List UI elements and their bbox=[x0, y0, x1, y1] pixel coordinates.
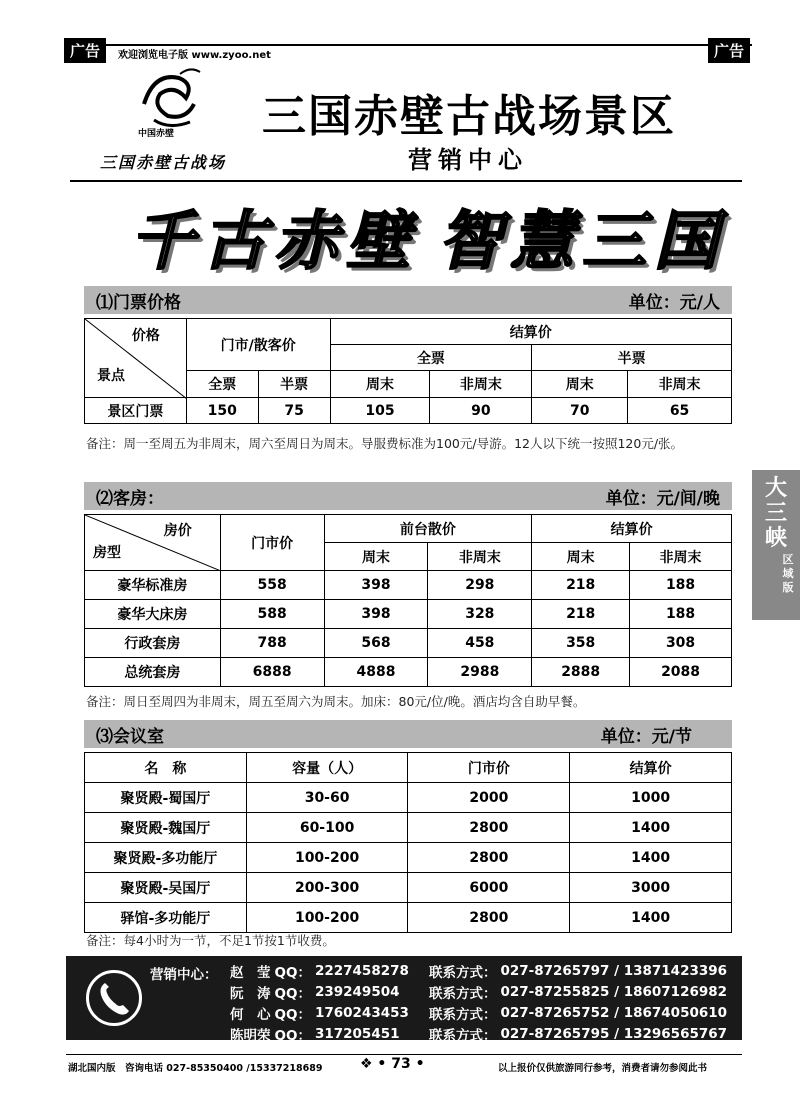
table-cell: 358 bbox=[532, 629, 630, 658]
rooms-diagonal-cell bbox=[85, 515, 221, 571]
table-cell: 398 bbox=[324, 571, 428, 600]
room-name: 总统套房 bbox=[85, 658, 221, 687]
ticket-sub-full: 全票 bbox=[186, 371, 258, 398]
ticket-note: 备注：周一至周五为非周末，周六至周日为周末。导服费标准为100元/导游。12人以下统一按照120元/张。 bbox=[86, 436, 684, 451]
ticket-weekday-1: 非周末 bbox=[430, 371, 532, 398]
meeting-door: 6000 bbox=[408, 873, 570, 903]
qq-number[interactable]: 1760243453 bbox=[314, 1004, 409, 1021]
table-row bbox=[85, 600, 732, 629]
page-title: 三国赤壁古战场景区 bbox=[262, 91, 676, 142]
meeting-capacity: 200-300 bbox=[246, 873, 408, 903]
meeting-name: 聚贤殿-蜀国厅 bbox=[85, 783, 247, 813]
table-row bbox=[85, 398, 732, 424]
table-row bbox=[85, 903, 732, 933]
table-row bbox=[85, 658, 732, 687]
table-cell: 105 bbox=[330, 398, 430, 424]
table-row bbox=[85, 843, 732, 873]
rooms-col-front: 前台散价 bbox=[324, 515, 532, 543]
rooms-diag-top: 房价 bbox=[163, 523, 192, 539]
meeting-name: 聚贤殿-魏国厅 bbox=[85, 813, 247, 843]
room-name: 豪华标准房 bbox=[85, 571, 221, 600]
ticket-diagonal-cell bbox=[85, 319, 187, 398]
slogan-left: 千古赤壁 bbox=[130, 204, 418, 279]
rooms-weekend-2: 周末 bbox=[532, 543, 630, 571]
contact-method-label: 联系方式： bbox=[428, 1027, 497, 1044]
contact-method-label: 联系方式： bbox=[428, 964, 497, 981]
table-cell: 150 bbox=[186, 398, 258, 424]
meeting-name: 聚贤殿-多功能厅 bbox=[85, 843, 247, 873]
meeting-name: 聚贤殿-吴国厅 bbox=[85, 873, 247, 903]
logo-script: 三国赤壁古战场 bbox=[100, 153, 227, 172]
rooms-table bbox=[84, 514, 732, 687]
meeting-door: 2800 bbox=[408, 903, 570, 933]
ticket-diag-top: 价格 bbox=[131, 328, 160, 344]
footer-rule bbox=[66, 1054, 742, 1055]
table-row bbox=[85, 783, 732, 813]
qq-number[interactable]: 2227458278 bbox=[314, 962, 409, 979]
title-rule bbox=[70, 180, 742, 182]
contact-row bbox=[228, 1023, 729, 1044]
meeting-capacity: 60-100 bbox=[246, 813, 408, 843]
meeting-header-settle: 结算价 bbox=[570, 753, 732, 783]
ticket-sub-half: 半票 bbox=[258, 371, 330, 398]
meeting-name: 驿馆-多功能厅 bbox=[85, 903, 247, 933]
rooms-weekday-1: 非周末 bbox=[428, 543, 532, 571]
rooms-weekend-1: 周末 bbox=[324, 543, 428, 571]
qq-number[interactable]: 239249504 bbox=[314, 983, 400, 1000]
page-subtitle: 营销中心 bbox=[408, 146, 528, 174]
table-cell: 328 bbox=[428, 600, 532, 629]
ticket-col-door: 门市/散客价 bbox=[186, 319, 330, 371]
table-cell: 90 bbox=[430, 398, 532, 424]
page-number: 73 bbox=[391, 1056, 411, 1072]
ticket-table bbox=[84, 318, 732, 424]
qq-label: QQ： bbox=[274, 964, 311, 981]
contact-name: 赵 莹 bbox=[230, 964, 271, 981]
table-cell: 75 bbox=[258, 398, 330, 424]
table-row bbox=[85, 571, 732, 600]
footer-right: 以上报价仅供旅游同行参考，消费者请勿参阅此书 bbox=[498, 1063, 708, 1074]
table-cell: 458 bbox=[428, 629, 532, 658]
qq-label: QQ： bbox=[274, 1006, 311, 1023]
table-cell: 2888 bbox=[532, 658, 630, 687]
contact-label: 营销中心： bbox=[150, 967, 218, 983]
meeting-header-door: 门市价 bbox=[408, 753, 570, 783]
rooms-col-settle: 结算价 bbox=[532, 515, 732, 543]
rooms-diag-bottom: 房型 bbox=[93, 545, 121, 561]
meeting-settle: 3000 bbox=[570, 873, 732, 903]
room-name: 豪华大床房 bbox=[85, 600, 221, 629]
rooms-section-title: ⑵客房： bbox=[96, 488, 164, 509]
meeting-settle: 1400 bbox=[570, 813, 732, 843]
ticket-col-settle: 结算价 bbox=[330, 319, 731, 345]
contact-name: 阮 涛 bbox=[230, 985, 271, 1002]
meeting-header-capacity: 容量（人） bbox=[246, 753, 408, 783]
ticket-col-full: 全票 bbox=[330, 345, 532, 371]
table-cell: 2088 bbox=[630, 658, 732, 687]
table-cell: 218 bbox=[532, 571, 630, 600]
table-cell: 588 bbox=[220, 600, 324, 629]
ticket-section-bar bbox=[84, 286, 732, 314]
ticket-weekend-2: 周末 bbox=[532, 371, 628, 398]
table-cell: 568 bbox=[324, 629, 428, 658]
rooms-col-door: 门市价 bbox=[220, 515, 324, 571]
table-cell: 4888 bbox=[324, 658, 428, 687]
ticket-weekday-2: 非周末 bbox=[628, 371, 732, 398]
qq-label: QQ： bbox=[274, 985, 311, 1002]
meeting-note: 备注：每4小时为一节，不足1节按1节收费。 bbox=[86, 933, 335, 948]
table-cell: 398 bbox=[324, 600, 428, 629]
table-cell: 558 bbox=[220, 571, 324, 600]
meeting-header-name: 名 称 bbox=[85, 753, 247, 783]
meeting-capacity: 30-60 bbox=[246, 783, 408, 813]
table-cell: 65 bbox=[628, 398, 732, 424]
logo-text: 中国赤壁 bbox=[138, 129, 175, 139]
phone-icon bbox=[86, 970, 142, 1026]
ticket-weekend-1: 周末 bbox=[330, 371, 430, 398]
phone-number[interactable]: 027-87265752 / 18674050610 bbox=[500, 1004, 728, 1021]
contact-name: 陈明荣 bbox=[230, 1027, 271, 1044]
contact-method-label: 联系方式： bbox=[428, 1006, 497, 1023]
contact-row bbox=[228, 960, 729, 981]
table-cell: 308 bbox=[630, 629, 732, 658]
contact-table bbox=[228, 960, 729, 1044]
table-cell: 188 bbox=[630, 571, 732, 600]
contact-box bbox=[66, 956, 742, 1044]
rooms-section-bar bbox=[84, 482, 732, 510]
meeting-section-title: ⑶会议室 bbox=[96, 726, 164, 747]
table-cell: 6888 bbox=[220, 658, 324, 687]
meeting-door: 2800 bbox=[408, 813, 570, 843]
table-cell: 188 bbox=[630, 600, 732, 629]
logo bbox=[124, 64, 214, 144]
phone-number[interactable]: 027-87265797 / 13871423396 bbox=[500, 962, 728, 979]
table-row bbox=[85, 813, 732, 843]
ad-tag-right: 广告 bbox=[708, 38, 750, 63]
meeting-unit: 单位：元/节 bbox=[600, 726, 692, 747]
table-cell: 218 bbox=[532, 600, 630, 629]
qq-number[interactable]: 317205451 bbox=[314, 1025, 400, 1042]
side-tab-small: 区域版 bbox=[782, 553, 794, 594]
meeting-door: 2000 bbox=[408, 783, 570, 813]
slogan-right: 智慧三国 bbox=[438, 204, 726, 279]
meeting-capacity: 100-200 bbox=[246, 903, 408, 933]
meeting-table bbox=[84, 752, 732, 933]
meeting-capacity: 100-200 bbox=[246, 843, 408, 873]
meeting-settle: 1400 bbox=[570, 903, 732, 933]
table-cell: 298 bbox=[428, 571, 532, 600]
phone-number[interactable]: 027-87265795 / 13296565767 bbox=[500, 1025, 728, 1042]
ad-tag-left: 广告 bbox=[64, 38, 106, 63]
contact-row bbox=[228, 1002, 729, 1023]
meeting-section-bar bbox=[84, 720, 732, 748]
meeting-settle: 1000 bbox=[570, 783, 732, 813]
table-cell: 788 bbox=[220, 629, 324, 658]
room-name: 行政套房 bbox=[85, 629, 221, 658]
phone-handset-icon bbox=[89, 973, 139, 1023]
site-text[interactable]: 欢迎浏览电子版 www.zyoo.net bbox=[118, 50, 271, 61]
ticket-col-half: 半票 bbox=[532, 345, 732, 371]
ticket-unit: 单位：元/人 bbox=[628, 292, 720, 313]
table-row bbox=[85, 873, 732, 903]
page-number-wrap: ❖ • 73 • bbox=[360, 1056, 425, 1072]
side-tab-big: 大三峡 bbox=[764, 476, 787, 551]
meeting-settle: 1400 bbox=[570, 843, 732, 873]
ticket-section-title: ⑴门票价格 bbox=[96, 292, 181, 313]
phone-number[interactable]: 027-87255825 / 18607126982 bbox=[500, 983, 728, 1000]
ticket-row-name: 景区门票 bbox=[85, 398, 187, 424]
ticket-diag-bottom: 景点 bbox=[97, 368, 125, 384]
rooms-note: 备注：周日至周四为非周末，周五至周六为周末。加床：80元/位/晚。酒店均含自助早餐。 bbox=[86, 694, 586, 709]
contact-row bbox=[228, 981, 729, 1002]
table-row bbox=[85, 629, 732, 658]
table-cell: 70 bbox=[532, 398, 628, 424]
qq-label: QQ： bbox=[274, 1027, 311, 1044]
table-cell: 2988 bbox=[428, 658, 532, 687]
region-side-tab[interactable] bbox=[752, 470, 800, 620]
rooms-unit: 单位：元/间/晚 bbox=[605, 488, 720, 509]
contact-method-label: 联系方式： bbox=[428, 985, 497, 1002]
page-ornament-icon: ❖ • bbox=[360, 1056, 392, 1072]
contact-name: 何 心 bbox=[230, 1006, 271, 1023]
rooms-weekday-2: 非周末 bbox=[630, 543, 732, 571]
meeting-door: 2800 bbox=[408, 843, 570, 873]
footer-left: 湖北国内版 咨询电话 027-85350400 /15337218689 bbox=[68, 1063, 323, 1074]
